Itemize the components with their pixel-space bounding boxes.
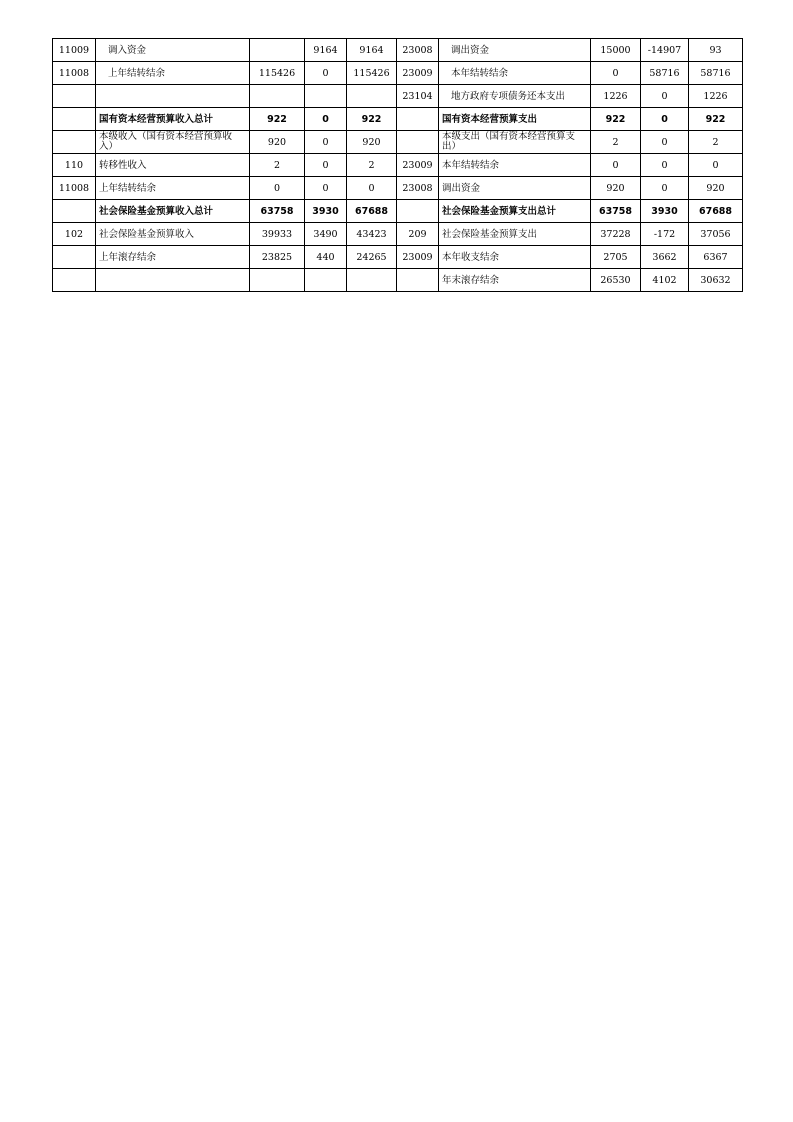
table-row [53, 177, 743, 200]
income-code: 11009 [53, 39, 96, 62]
expense-value-c: 1226 [689, 85, 743, 108]
table-row-total [53, 108, 743, 131]
expense-code: 23104 [397, 85, 439, 108]
expense-code: 23009 [397, 62, 439, 85]
income-value-a [250, 39, 305, 62]
expense-value-b: -14907 [641, 39, 689, 62]
expense-item: 调出资金 [439, 177, 591, 200]
income-item: 上年结转结余 [96, 177, 250, 200]
income-code [53, 246, 96, 269]
income-value-c: 0 [347, 177, 397, 200]
expense-value-c: 6367 [689, 246, 743, 269]
income-value-a: 0 [250, 177, 305, 200]
expense-code: 23008 [397, 177, 439, 200]
table-row [53, 62, 743, 85]
income-value-c: 9164 [347, 39, 397, 62]
expense-code [397, 131, 439, 154]
income-code: 102 [53, 223, 96, 246]
income-value-b [305, 269, 347, 292]
income-value-b [305, 85, 347, 108]
income-code: 110 [53, 154, 96, 177]
budget-table [52, 38, 743, 292]
expense-value-a: 0 [591, 62, 641, 85]
income-value-c: 922 [347, 108, 397, 131]
income-item: 上年结转结余 [96, 62, 250, 85]
income-value-a: 2 [250, 154, 305, 177]
income-value-a: 23825 [250, 246, 305, 269]
expense-value-c: 2 [689, 131, 743, 154]
expense-code: 23009 [397, 154, 439, 177]
expense-value-b: -172 [641, 223, 689, 246]
expense-value-b: 3662 [641, 246, 689, 269]
income-value-c [347, 269, 397, 292]
expense-value-a: 15000 [591, 39, 641, 62]
income-item: 社会保险基金预算收入总计 [96, 200, 250, 223]
expense-item: 本年结转结余 [439, 154, 591, 177]
income-value-a: 115426 [250, 62, 305, 85]
income-code [53, 131, 96, 154]
expense-value-b: 0 [641, 85, 689, 108]
expense-value-c: 30632 [689, 269, 743, 292]
income-value-b: 440 [305, 246, 347, 269]
income-item: 本级收入（国有资本经营预算收入） [96, 131, 250, 154]
income-value-b: 0 [305, 154, 347, 177]
table-row [53, 223, 743, 246]
income-value-b: 9164 [305, 39, 347, 62]
expense-value-a: 1226 [591, 85, 641, 108]
income-value-a [250, 85, 305, 108]
expense-value-a: 920 [591, 177, 641, 200]
income-code [53, 108, 96, 131]
table-row [53, 39, 743, 62]
expense-value-c: 67688 [689, 200, 743, 223]
expense-value-c: 93 [689, 39, 743, 62]
expense-item: 年末滚存结余 [439, 269, 591, 292]
expense-value-c: 58716 [689, 62, 743, 85]
income-value-b: 0 [305, 108, 347, 131]
expense-item: 社会保险基金预算支出 [439, 223, 591, 246]
expense-value-c: 920 [689, 177, 743, 200]
income-value-a: 63758 [250, 200, 305, 223]
income-code [53, 85, 96, 108]
income-value-a: 922 [250, 108, 305, 131]
expense-code: 23008 [397, 39, 439, 62]
income-item [96, 269, 250, 292]
income-value-c: 920 [347, 131, 397, 154]
expense-value-b: 0 [641, 108, 689, 131]
expense-value-b: 3930 [641, 200, 689, 223]
income-value-b: 0 [305, 62, 347, 85]
expense-code [397, 269, 439, 292]
income-value-c: 115426 [347, 62, 397, 85]
expense-value-b: 0 [641, 154, 689, 177]
expense-value-a: 922 [591, 108, 641, 131]
expense-item: 国有资本经营预算支出 [439, 108, 591, 131]
income-item [96, 85, 250, 108]
income-value-b: 3930 [305, 200, 347, 223]
expense-item: 本年结转结余 [439, 62, 591, 85]
expense-code [397, 108, 439, 131]
expense-code: 23009 [397, 246, 439, 269]
income-value-a [250, 269, 305, 292]
expense-value-b: 0 [641, 177, 689, 200]
income-value-a: 920 [250, 131, 305, 154]
income-code: 11008 [53, 177, 96, 200]
table-row [53, 246, 743, 269]
income-value-b: 0 [305, 131, 347, 154]
expense-item: 社会保险基金预算支出总计 [439, 200, 591, 223]
expense-value-c: 37056 [689, 223, 743, 246]
income-item: 转移性收入 [96, 154, 250, 177]
table-row [53, 154, 743, 177]
expense-item: 本级支出（国有资本经营预算支出） [439, 131, 591, 154]
income-item: 上年滚存结余 [96, 246, 250, 269]
income-value-a: 39933 [250, 223, 305, 246]
income-value-c: 24265 [347, 246, 397, 269]
income-item: 社会保险基金预算收入 [96, 223, 250, 246]
table-row-total [53, 200, 743, 223]
table-row [53, 85, 743, 108]
expense-value-a: 2705 [591, 246, 641, 269]
expense-value-a: 63758 [591, 200, 641, 223]
income-value-c: 67688 [347, 200, 397, 223]
table-row [53, 131, 743, 154]
expense-value-a: 0 [591, 154, 641, 177]
income-value-c [347, 85, 397, 108]
income-item: 调入资金 [96, 39, 250, 62]
expense-code: 209 [397, 223, 439, 246]
expense-item: 调出资金 [439, 39, 591, 62]
income-code [53, 200, 96, 223]
income-value-b: 0 [305, 177, 347, 200]
table-row [53, 269, 743, 292]
expense-item: 本年收支结余 [439, 246, 591, 269]
income-value-b: 3490 [305, 223, 347, 246]
expense-value-c: 922 [689, 108, 743, 131]
income-item: 国有资本经营预算收入总计 [96, 108, 250, 131]
expense-value-a: 37228 [591, 223, 641, 246]
income-value-c: 2 [347, 154, 397, 177]
income-code: 11008 [53, 62, 96, 85]
expense-item: 地方政府专项债务还本支出 [439, 85, 591, 108]
expense-value-a: 2 [591, 131, 641, 154]
expense-code [397, 200, 439, 223]
expense-value-b: 58716 [641, 62, 689, 85]
income-value-c: 43423 [347, 223, 397, 246]
expense-value-c: 0 [689, 154, 743, 177]
expense-value-a: 26530 [591, 269, 641, 292]
income-code [53, 269, 96, 292]
expense-value-b: 4102 [641, 269, 689, 292]
expense-value-b: 0 [641, 131, 689, 154]
